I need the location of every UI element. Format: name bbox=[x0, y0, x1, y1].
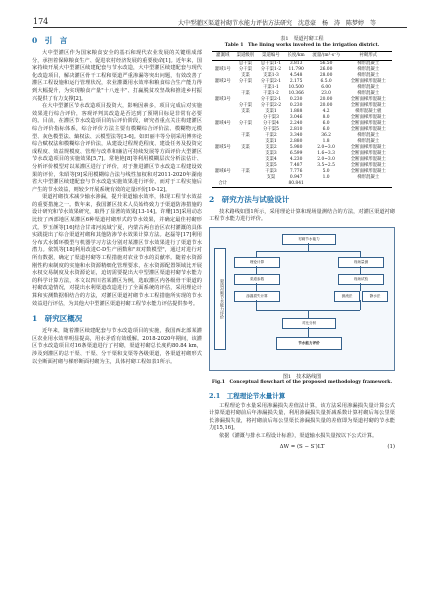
table-cell-length: 3.340 bbox=[289, 132, 303, 138]
table-cell-flow: 8.0 bbox=[322, 114, 330, 120]
table-cell-length: 3.813 bbox=[289, 60, 303, 66]
table1-caption bbox=[209, 36, 395, 49]
page-header bbox=[33, 13, 407, 27]
table-cell-district: 合计 bbox=[212, 181, 234, 188]
table-cell-form: 全断面梯形混凝土 bbox=[350, 120, 386, 126]
table-cell-flow: 56.50 bbox=[319, 60, 333, 66]
table-cell-flow: 28.00 bbox=[319, 72, 333, 78]
flowchart-node-params: 渠道参数 bbox=[234, 274, 280, 285]
flowchart-node-calc: 渗漏损失计算 bbox=[234, 291, 280, 302]
table-cell-flow: 2.0~3.0 bbox=[317, 144, 335, 150]
flowchart-connector bbox=[360, 283, 361, 291]
table-cell-code: 支渠4 bbox=[265, 156, 277, 162]
table-cell-length: 5.980 bbox=[289, 144, 303, 150]
table-cell-form: 梯形混凝土 bbox=[357, 72, 380, 78]
table-cell-level: 分干渠 bbox=[238, 102, 252, 108]
column-header: 流量/(m³·s⁻¹) bbox=[308, 52, 345, 61]
table-cell-code: 分干渠5 bbox=[262, 126, 279, 132]
table-cell-flow: 1.8 bbox=[322, 138, 330, 144]
table-cell-code: 分干渠2-1 bbox=[260, 78, 282, 84]
section-title-intro: 0 引 言 bbox=[32, 36, 68, 45]
table-cell-length: 7.487 bbox=[289, 162, 303, 168]
table-cell-code: 干渠2 bbox=[265, 132, 277, 138]
figure1-caption-cn: 图1 技术路线图 bbox=[282, 373, 322, 380]
table-cell-level: 干渠 bbox=[241, 168, 250, 174]
intro-paragraph: 渠道衬砌技术减少输水渗漏，提升渠道输水效率，体现工程节水效益的重要措施之一。数年来，我国灌区技术人员始终致力于渠道防渗措施的设计研究和节水效果研究，取得了显著的效果[13-14]。许珊[15]采用动态比较了西部地区某灌区6种渠道衬砌形式的节水效果，并确定最佳衬砌形式。罗玉颜等[16]结合甘肃河流域宁夏，内蒙古两自治区农村灌溉的具体实践提出了综合渠道衬砌和其他防渗节水效果计算方法。赵磊等[17]利用分布式水循环模型与机器学习方法分别对某灌区节水效果进行了渠道节水潜力。依凯等[18]利用改进C-D生产函数和"双对数模型"，通过对进行对所有数据，确定了渠道衬砌等工程措施对农业节水的贡献率。随着水资源刚性约束制度的实施和水资源精细化管理要求，在水资源配置领域比开展水权交易制度及水资源论证，迫切需要提出大中型灌区渠道衬砌节水能力的科学计算方法，本文以四川省某灌区为例，选取灌区内各级骨干渠道的衬砌改造情况，对提出水利渠道改造进行了全面系统的评估，采用理论计算和实测数据相结合的方法，对灌区渠道衬砌节水工程措施所实现的节水效益进行评估，为其他大中型灌区渠道衬砌工程节水能力评估提供参考。 bbox=[32, 194, 202, 307]
table-cell-level: 总干渠 bbox=[238, 60, 252, 66]
table-cell-form: 梯形混凝土 bbox=[357, 66, 380, 72]
table-cell-form: 全断面梯形混凝土 bbox=[350, 168, 386, 174]
table-cell-form: 梯形混凝土 bbox=[357, 174, 380, 180]
flowchart-connector bbox=[256, 266, 257, 274]
right-column bbox=[209, 33, 395, 451]
table-cell-code: 支渠1 bbox=[265, 108, 277, 114]
table-cell-form: 全断面梯形混凝土 bbox=[350, 78, 386, 84]
table-cell-length: 2.880 bbox=[289, 138, 303, 144]
table-cell-code: 支渠3 bbox=[265, 150, 277, 156]
flowchart-side-label: 渠道衬砌节水能力评价 bbox=[214, 248, 226, 350]
column-header: 渠道级别 bbox=[234, 52, 258, 61]
equation-1 bbox=[209, 443, 395, 451]
flowchart-connector bbox=[308, 243, 309, 251]
table-cell-length: 80.841 bbox=[285, 181, 308, 188]
table-cell-length: 1.888 bbox=[289, 108, 303, 114]
table-cell-flow bbox=[308, 181, 345, 188]
equation-number: (1) bbox=[387, 443, 395, 450]
table-cell-flow: 20.00 bbox=[319, 96, 333, 102]
table-cell-length: 4.230 bbox=[289, 156, 303, 162]
table-cell-length: 10.500 bbox=[288, 84, 304, 90]
page-number: 174 bbox=[33, 17, 49, 26]
table-cell-flow: 2.0~3.0 bbox=[317, 156, 335, 162]
table-cell-length: 6.599 bbox=[289, 150, 303, 156]
table-cell-length: 4.548 bbox=[289, 72, 303, 78]
table-cell-code: 分干渠2-1 bbox=[260, 96, 282, 102]
table-cell-length: 0.230 bbox=[289, 102, 303, 108]
table-cell-level: 支渠 bbox=[241, 144, 250, 150]
table-cell-flow: 23.0 bbox=[321, 90, 331, 96]
figure1-caption bbox=[209, 374, 395, 387]
table-cell-form: 梯形混凝土板 bbox=[355, 108, 382, 114]
table-cell-flow: 3.5~2.5 bbox=[317, 162, 335, 168]
table-cell-flow: 6.00 bbox=[321, 84, 331, 90]
column-header: 衬砌形式 bbox=[345, 52, 392, 61]
table-cell-form bbox=[345, 181, 392, 188]
table-cell-code: 分干渠4 bbox=[262, 120, 279, 126]
table-cell-form: 梯形混凝土 bbox=[357, 138, 380, 144]
table-cell-length: 0.947 bbox=[289, 174, 303, 180]
header-rule bbox=[33, 27, 407, 28]
table-cell-level: 支渠 bbox=[241, 72, 250, 78]
table-cell-code: 干渠1-1 bbox=[263, 84, 279, 90]
column-header: 长度/km bbox=[285, 52, 308, 61]
flowchart-node-theory: 理论计算 bbox=[234, 257, 280, 268]
table-cell-form: 全断面梯形混凝土 bbox=[350, 156, 386, 162]
table-cell-level bbox=[234, 181, 258, 188]
table-cell-level: 支渠 bbox=[241, 108, 250, 114]
table-cell-form: 梯形混凝土 bbox=[357, 132, 380, 138]
table-cell-form: 梯形混凝土 bbox=[357, 84, 380, 90]
table-cell-code: 支渠1-3 bbox=[263, 72, 279, 78]
table-row bbox=[212, 79, 392, 85]
table-cell-form: 全断面梯形混凝土 bbox=[350, 126, 386, 132]
table-cell-level: 分干渠 bbox=[238, 66, 252, 72]
table-cell-level: 干渠 bbox=[241, 132, 250, 138]
table-cell-district: 灌域5号 bbox=[214, 144, 231, 150]
table-row bbox=[212, 121, 392, 127]
flowchart-connector bbox=[256, 300, 257, 310]
flowchart-node-field: 现场试验 bbox=[338, 274, 384, 285]
table-row bbox=[212, 181, 392, 188]
methods-paragraph: 技术路线如图1所示，采用理论计算和现场量测结合的方法，对灌区渠道衬砌工程节水能力进行评价。 bbox=[209, 208, 395, 223]
table1-caption-en: Table 1 The lining works involved in the irrigation district. bbox=[224, 42, 380, 48]
intro-paragraph: 在大中型灌区节水改造项目投资大，影响因素多，项目完成后对实施效果进行综合评价，客观评判其改造是否达到了预期目标是非常有必要的。目前，在灌区节水改造项目的后评价阶段，研究者重点关注构建灌区综合评价指标体系，综合评价方法主要有模糊综合评价法、模糊物元模型、灰色模型法、熵权法、云模型法等[3-6]。如田丽丰等分别采用博弈论综合赋权法和模糊综合评价法，从建设过程规范程度、建设任务及投资完成程度、效益规模度、管理与改革和廉洁可持续发展等方面评价大型灌区节水改造项目的实施效果[5,7]。常艳艳[8]等利用模糊层次分析法估计、分析评价模型对以某灌区进行了评价，对于推进灌区节水改造工程建设效果的评价，朱昭等[9]采用模糊综合法与线性加权和对2011-2020年湖南省大中型灌区续建配套与节水改造实施效果进行评价，而对于工程实施后产生的节水效益，则较少开展系统有效的定量评价[10-12]。 bbox=[32, 103, 202, 193]
table-cell-form: 全断面梯形混凝土 bbox=[350, 150, 386, 156]
table-cell-flow: 6.0 bbox=[322, 126, 330, 132]
subsection-paragraph: 依据《灌溉与排水工程设计标准》，渠道输水损失量按以下公式计算。 bbox=[219, 433, 378, 440]
table-header-row bbox=[212, 52, 392, 61]
flowchart-connector bbox=[308, 310, 309, 318]
study-area-paragraph: 近年来，随着灌区续建配套与节水改造项目的实施，我国西北部某灌区农业用水效率明显提高，用水矛盾有效缓解。2018-2020年期间，该灌区节水改造项目对16条渠道进行了衬砌，渠道衬砌总长度约80.84 km，涉及到灌区的总干渠、干渠、分干渠和支渠等各级渠道，各渠道衬砌形式以全断面衬砌与梯形断面衬砌为主，具体衬砌工程如表1所示。 bbox=[32, 328, 202, 365]
table-cell-code: 干渠3 bbox=[265, 168, 277, 174]
section-title-study-area: 1 研究区概况 bbox=[32, 314, 83, 324]
subsection-paragraph: 工程理论节水量采用渗漏损失差值法计算，该方法采用渗漏损失量计算公式计算渠道衬砌前后年渗漏损失量，利用渗漏损失量折减系数计算衬砌后每公里渠长渗漏损失量，将衬砌前后每公里渠长渗漏损失量的差值即为渠道衬砌的节水能力[15,16]。 bbox=[209, 402, 395, 432]
table-cell-level: 分干渠 bbox=[238, 120, 252, 126]
table-cell-length: 2.240 bbox=[289, 120, 303, 126]
table-row bbox=[212, 60, 392, 67]
table-cell-district: 灌域6号 bbox=[214, 168, 231, 174]
table-cell-code: 分干渠3 bbox=[262, 114, 279, 120]
table-cell-code bbox=[257, 181, 284, 188]
table-cell-district: 灌域4号 bbox=[214, 120, 231, 126]
table1-caption-cn: 表1 渠道衬砌工程 bbox=[280, 36, 324, 42]
table-cell-form: 全断面梯形混凝土 bbox=[350, 102, 386, 108]
table-cell-length: 0.230 bbox=[289, 96, 303, 102]
flowchart-connector bbox=[360, 266, 361, 274]
table-cell-length: 11.790 bbox=[288, 66, 304, 72]
table-cell-length: 2.810 bbox=[289, 126, 303, 132]
running-title: 大中型灌区渠道衬砌节水能力评估方法研究 沈意豪 杨 涛 陈梦婷 等 bbox=[178, 20, 377, 27]
flowchart-connector bbox=[256, 283, 257, 291]
table-cell-level: 干渠 bbox=[241, 90, 250, 96]
section-title-methods: 2 研究方法与试验设计 bbox=[209, 194, 290, 204]
table-cell-flow: 5.0 bbox=[322, 168, 330, 174]
table-cell-code: 总干渠1-1 bbox=[260, 60, 282, 66]
table-cell-form: 全断面梯形混凝土 bbox=[350, 96, 386, 102]
flowchart-node-top: 衬砌节水能力 bbox=[282, 234, 336, 245]
table-cell-code: 支渠5 bbox=[265, 162, 277, 168]
left-column bbox=[32, 33, 202, 366]
table-row bbox=[212, 67, 392, 73]
table-cell-flow: 20.00 bbox=[319, 102, 333, 108]
table-cell-code: 分干渠1-2 bbox=[260, 66, 282, 72]
table-body bbox=[212, 60, 392, 187]
flowchart-node-analysis: 对比分析 bbox=[282, 318, 336, 329]
equation-body: ΔW = (S − S′)LT bbox=[279, 443, 325, 450]
table-cell-length: 2.175 bbox=[289, 78, 303, 84]
subsection-title: 2.1 工程理论节水量计算 bbox=[209, 391, 286, 400]
table-cell-district: 灌域2号 bbox=[214, 78, 231, 84]
flowchart-connector bbox=[256, 251, 360, 252]
table-row bbox=[212, 103, 392, 109]
flowchart-node-flow: 测流法 bbox=[334, 291, 360, 302]
flowchart-node-static: 静水法 bbox=[362, 291, 388, 302]
flowchart-node-measure: 现场量测 bbox=[338, 257, 384, 268]
table-cell-level: 分干渠 bbox=[238, 78, 252, 84]
table-cell-flow: 6.0 bbox=[322, 120, 330, 126]
table-cell-form: 全断面梯形混凝土 bbox=[350, 144, 386, 150]
column-header: 灌溉域 bbox=[212, 52, 234, 61]
flowchart-connector bbox=[360, 300, 361, 310]
column-header: 渠道编号 bbox=[257, 52, 284, 61]
table-cell-code: 支渠1 bbox=[265, 138, 277, 144]
table-cell-code: 支渠2 bbox=[265, 144, 277, 150]
table-cell-code: 干渠1-2 bbox=[263, 90, 279, 96]
intro-paragraph: 大中型灌区作为国家粮食安全的基石和现代农业发展的关键组成部分，承担着保障粮食生产、促进农村经济发展的重要使命[1]。近年来，国家持续开展大中型灌区续建配套与节水改造，大中型灌区续建配套与现代化改造项目，解决灌区骨干工程和渠道严重渗漏等突出问题，有效改善了灌区工程设施和运行管理状况，农业灌溉用水效率和粮食综合生产能力得到大幅提升，为实现粮食产量"十八连丰"、打赢脱贫攻坚战和推进乡村振兴提供了有力支撑[2]。 bbox=[32, 50, 202, 102]
table-cell-code: 支渠 bbox=[266, 174, 276, 180]
table-cell-flow: 1.6~3.3 bbox=[317, 150, 335, 156]
table-cell-code: 分干渠2-2 bbox=[260, 102, 282, 108]
table-cell-district: 灌域1号 bbox=[214, 66, 231, 72]
table-cell-form: 梯形混凝土 bbox=[357, 90, 380, 96]
flowchart-node-result: 节水能力评价 bbox=[276, 337, 342, 350]
table-cell-length: 3.046 bbox=[289, 114, 303, 120]
methodology-flowchart bbox=[209, 227, 395, 371]
table-cell-form: 全断面梯形混凝土 bbox=[350, 114, 386, 120]
table-cell-flow: 4.2 bbox=[322, 108, 330, 114]
table-cell-flow: 26.00 bbox=[319, 66, 333, 72]
table-cell-length: 7.776 bbox=[289, 168, 303, 174]
table-cell-form: 全断面梯形混凝土 bbox=[350, 162, 386, 168]
table-cell-length: 10.366 bbox=[288, 90, 304, 96]
flowchart-connector bbox=[308, 327, 309, 337]
table-cell-flow: 1.0 bbox=[322, 174, 330, 180]
table-cell-district: 灌域3号 bbox=[214, 96, 231, 102]
figure1-caption-en: Fig.1 Conceptual flowchart of the proposed methodology framework. bbox=[211, 380, 393, 386]
canal-lining-table bbox=[212, 51, 392, 188]
table-cell-flow: 6.5.0 bbox=[320, 78, 332, 84]
table-cell-flow: 36.2 bbox=[321, 132, 331, 138]
table-cell-form: 梯形混凝土 bbox=[357, 60, 380, 66]
